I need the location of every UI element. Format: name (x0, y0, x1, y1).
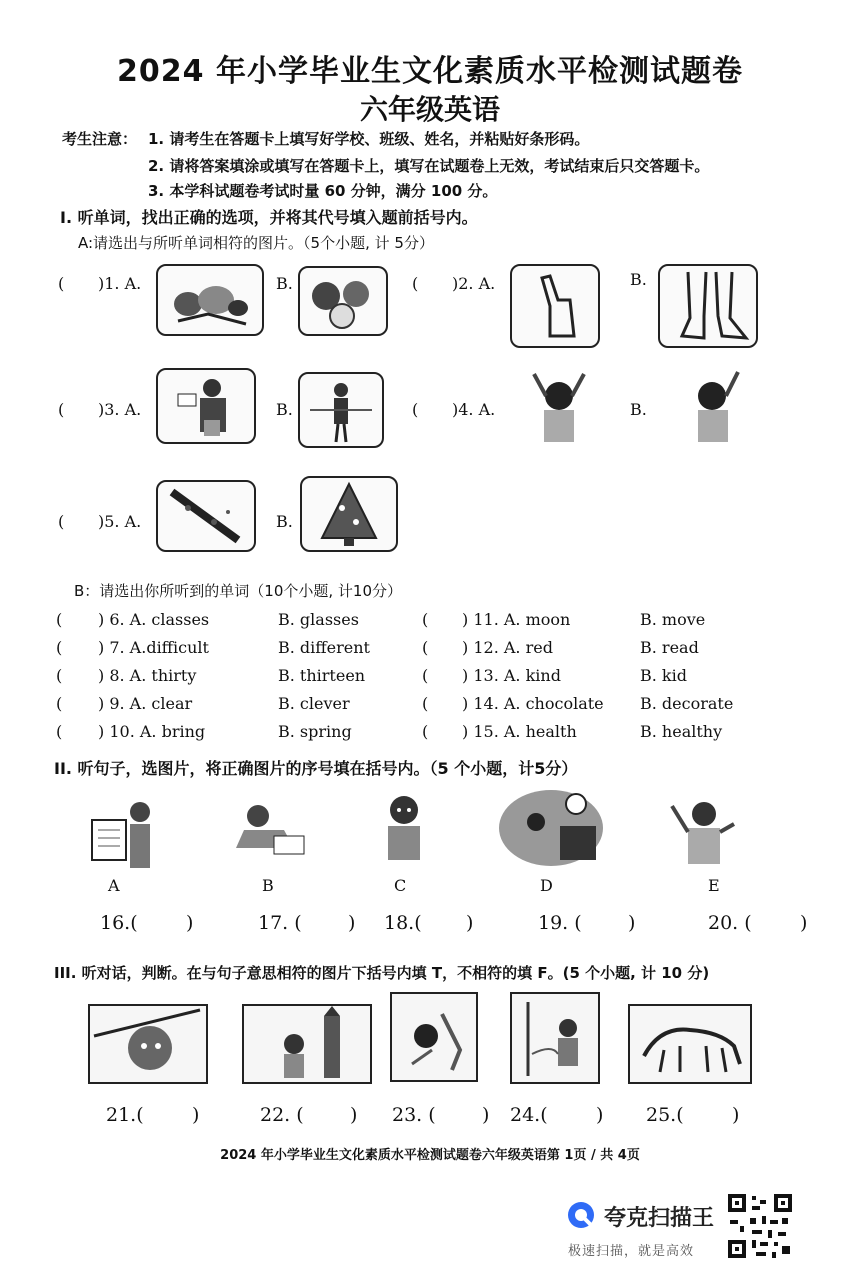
page-title: 2024 年小学毕业生文化素质水平检测试题卷 (117, 54, 743, 89)
question-15-option-b: B. healthy (640, 722, 723, 741)
section2-picture-a[interactable] (86, 794, 158, 874)
answer-paren: ) (186, 912, 194, 934)
question-15: ) 15. A. health (462, 722, 577, 741)
answer-18[interactable]: 18.( (384, 912, 422, 934)
section2-picture-d[interactable] (496, 786, 606, 870)
answer-25[interactable]: 25.( (646, 1104, 684, 1126)
question-4-label: )4. A. (452, 400, 496, 419)
section3-picture-25[interactable] (628, 1004, 752, 1084)
question-9: ) 9. A. clear (98, 694, 193, 713)
answer-paren: ( (58, 400, 65, 419)
question-4-picture-a[interactable] (526, 366, 592, 446)
notice-label: 考生注意： (62, 130, 138, 148)
question-7-option-b: B. different (278, 638, 370, 657)
answer-paren: ) (596, 1104, 604, 1126)
notice-item-1: 1. 请考生在答题卡上填写好学校、班级、姓名，并粘贴好条形码。 (148, 130, 590, 148)
question-12-option-b: B. read (640, 638, 699, 657)
notice-item-2: 2. 请将答案填涂或填写在答题卡上，填写在试题卷上无效，考试结束后只交答题卡。 (148, 157, 710, 175)
section3-picture-23[interactable] (390, 992, 478, 1082)
answer-paren: ( (56, 722, 63, 741)
answer-paren: ( (412, 274, 419, 293)
answer-paren: ) (482, 1104, 490, 1126)
section2-heading: II. 听句子，选图片，将正确图片的序号填在括号内。（5 个小题，计5分） (54, 759, 578, 778)
qr-code-icon (726, 1192, 794, 1260)
question-13-option-b: B. kid (640, 666, 687, 685)
section2-picture-b[interactable] (224, 796, 312, 866)
question-6-option-b: B. glasses (278, 610, 359, 629)
scanner-app-name: 夸克扫描王 (604, 1206, 715, 1231)
question-3-option-b-label: B. (276, 400, 293, 419)
question-3-picture-b[interactable] (298, 372, 384, 448)
answer-paren: ( (422, 666, 429, 685)
question-2-picture-b[interactable] (658, 264, 758, 348)
question-10: ) 10. A. bring (98, 722, 206, 741)
answer-22[interactable]: 22. ( (260, 1104, 304, 1126)
answer-21[interactable]: 21.( (106, 1104, 144, 1126)
answer-paren: ) (800, 912, 808, 934)
question-14: ) 14. A. chocolate (462, 694, 604, 713)
section2-picture-e[interactable] (664, 794, 744, 870)
section2-label-c: C (394, 876, 407, 895)
question-5-option-b-label: B. (276, 512, 293, 531)
answer-20[interactable]: 20. ( (708, 912, 752, 934)
question-2-option-b-label: B. (630, 270, 647, 289)
answer-16[interactable]: 16.( (100, 912, 138, 934)
answer-23[interactable]: 23. ( (392, 1104, 436, 1126)
answer-paren: ) (350, 1104, 358, 1126)
answer-paren: ( (56, 610, 63, 629)
question-4-picture-b[interactable] (682, 366, 748, 446)
answer-paren: ( (412, 400, 419, 419)
answer-paren: ) (732, 1104, 740, 1126)
section3-picture-24[interactable] (510, 992, 600, 1084)
answer-paren: ( (422, 722, 429, 741)
answer-paren: ( (56, 666, 63, 685)
question-6: ) 6. A. classes (98, 610, 210, 629)
question-5-picture-b[interactable] (300, 476, 398, 552)
question-11-option-b: B. move (640, 610, 706, 629)
question-1-picture-a[interactable] (156, 264, 264, 336)
question-8: ) 8. A. thirty (98, 666, 197, 685)
question-2-label: )2. A. (452, 274, 496, 293)
question-4-option-b-label: B. (630, 400, 647, 419)
answer-paren: ) (192, 1104, 200, 1126)
answer-paren: ( (58, 512, 65, 531)
answer-paren: ) (348, 912, 356, 934)
scanner-slogan: 极速扫描，就是高效 (568, 1244, 695, 1259)
section3-picture-21[interactable] (88, 1004, 208, 1084)
answer-paren: ) (466, 912, 474, 934)
question-12: ) 12. A. red (462, 638, 553, 657)
question-9-option-b: B. clever (278, 694, 350, 713)
question-8-option-b: B. thirteen (278, 666, 366, 685)
section2-picture-c[interactable] (370, 790, 440, 870)
section1-partA: A:请选出与所听单词相符的图片。（5个小题, 计 5分） (78, 234, 434, 252)
section3-picture-22[interactable] (242, 1004, 372, 1084)
question-13: ) 13. A. kind (462, 666, 561, 685)
section2-label-e: E (708, 876, 720, 895)
answer-paren: ( (422, 638, 429, 657)
section1-heading: I. 听单词，找出正确的选项，并将其代号填入题前括号内。 (60, 208, 478, 227)
question-10-option-b: B. spring (278, 722, 352, 741)
question-1-picture-b[interactable] (298, 266, 388, 336)
answer-paren: ( (422, 694, 429, 713)
question-2-picture-a[interactable] (510, 264, 600, 348)
answer-24[interactable]: 24.( (510, 1104, 548, 1126)
section2-label-a: A (108, 876, 120, 895)
question-7: ) 7. A.difficult (98, 638, 209, 657)
question-11: ) 11. A. moon (462, 610, 571, 629)
question-14-option-b: B. decorate (640, 694, 734, 713)
answer-paren: ) (628, 912, 636, 934)
answer-paren: ( (422, 610, 429, 629)
question-3-label: )3. A. (98, 400, 142, 419)
question-1-label: )1. A. (98, 274, 142, 293)
notice-item-3: 3. 本学科试题卷考试时量 60 分钟，满分 100 分。 (148, 182, 498, 200)
question-5-label: )5. A. (98, 512, 142, 531)
section2-label-d: D (540, 876, 553, 895)
answer-19[interactable]: 19. ( (538, 912, 582, 934)
answer-paren: ( (56, 638, 63, 657)
question-1-option-b-label: B. (276, 274, 293, 293)
section3-heading: III. 听对话，判断。在与句子意思相符的图片下括号内填 T，不相符的填 F。(5 个小题, 计 10 分) (54, 964, 710, 982)
question-5-picture-a[interactable] (156, 480, 256, 552)
section1-partB: B：请选出你所听到的单词（10个小题, 计10分） (74, 582, 403, 600)
page-subtitle: 六年级英语 (359, 93, 500, 126)
answer-paren: ( (56, 694, 63, 713)
quark-logo-icon (566, 1200, 596, 1230)
question-3-picture-a[interactable] (156, 368, 256, 444)
page-footer: 2024 年小学毕业生文化素质水平检测试题卷六年级英语第 1页 / 共 4页 (220, 1148, 640, 1163)
answer-17[interactable]: 17. ( (258, 912, 302, 934)
section2-label-b: B (262, 876, 274, 895)
answer-paren: ( (58, 274, 65, 293)
